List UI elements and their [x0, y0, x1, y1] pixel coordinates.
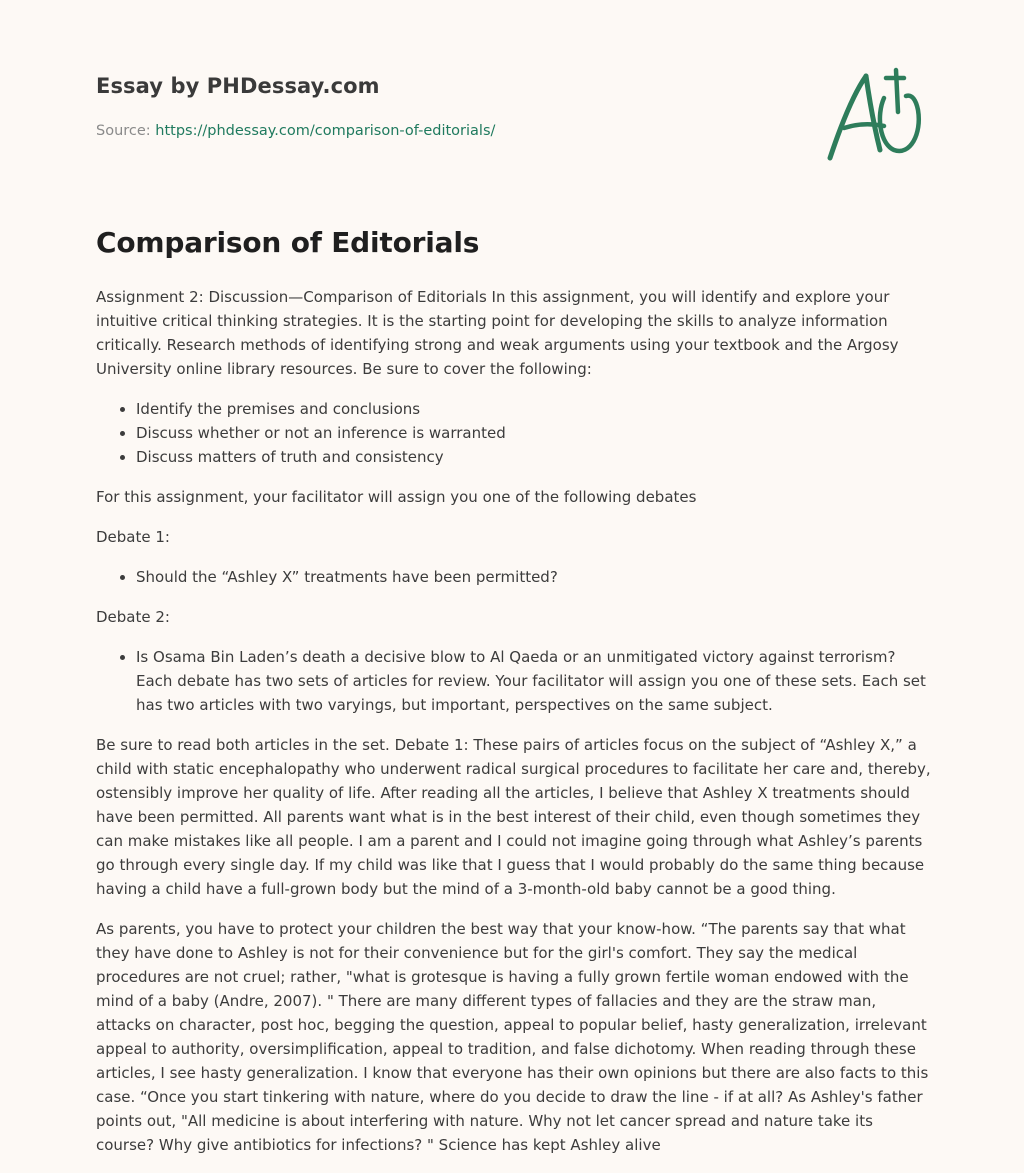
- list-item: • Discuss whether or not an inference is warranted: [136, 421, 932, 445]
- source-line: [96, 123, 495, 139]
- requirements-list: [96, 397, 932, 469]
- body-paragraph: Be sure to read both articles in the set. Debate 1: These pairs of articles focus on the subject of “Ashley X,” a child with static encephalopathy who underwent radical surgical procedures to facilitate her care and, thereby, ostensibly improve her quality of life. After reading all the articles, I believe that Ashley X treatments should have been permitted. All parents want what is in the best interest of their child, even though sometimes they can make mistakes like all people. I am a parent and I could not imagine going through what Ashley’s parents go through every single day. If my child was like that I guess that I would probably do the same thing because having a child have a full-grown body but the mind of a 3-month-old baby cannot be a good thing.: [96, 736, 931, 898]
- debate-1-list: [96, 565, 932, 589]
- source-label: Source:: [96, 123, 156, 139]
- assignment-paragraph: For this assignment, your facilitator will assign you one of the following debates: [96, 488, 697, 506]
- debate-2-list: [96, 645, 932, 717]
- list-item: • Should the “Ashley X” treatments have been permitted?: [136, 565, 932, 589]
- list-item: • Is Osama Bin Laden’s death a decisive blow to Al Qaeda or an unmitigated victory against terrorism? Each debate has two sets of articles for review. Your facilitator will assign you one of these sets. Each set has two articles with two varyings, but important, perspectives on the same subject.: [136, 645, 932, 717]
- intro-paragraph: Assignment 2: Discussion—Comparison of Editorials In this assignment, you will identify and explore your intuitive critical thinking strategies. It is the starting point for developing the skills to analyze information critically. Research methods of identifying strong and weak arguments using your textbook and the Argosy University online library resources. Be sure to cover the following:: [96, 288, 899, 378]
- debate-1-label: Debate 1:: [96, 528, 170, 546]
- essay-title: Comparison of Editorials: [96, 226, 480, 259]
- site-brand: Essay by PHDessay.com: [96, 74, 380, 98]
- debate-2-label: Debate 2:: [96, 608, 170, 626]
- essay-body: [96, 285, 932, 1173]
- source-link[interactable]: https://phdessay.com/comparison-of-editorials/: [155, 123, 496, 139]
- body-paragraph: As parents, you have to protect your children the best way that your know-how. “The parents say that what they have done to Ashley is not for their convenience but for the girl's comfort. They say the medical procedures are not cruel; rather, "what is grotesque is having a fully grown fertile woman endowed with the mind of a baby (Andre, 2007). " There are many different types of fallacies and they are the straw man, attacks on character, post hoc, begging the question, appeal to popular belief, hasty generalization, irrelevant appeal to authority, oversimplification, appeal to tradition, and false dichotomy. When reading through these articles, I see hasty generalization. I know that everyone has their own opinions but there are also facts to this case. “Once you start tinkering with nature, where do you decide to draw the line - if at all? As Ashley's father points out, "All medicine is about interfering with nature. Why not let cancer spread and nature take its course? Why give antibiotics for infections? " Science has kept Ashley alive: [96, 920, 929, 1154]
- list-item: • Identify the premises and conclusions: [136, 397, 932, 421]
- a-plus-logo-icon: [826, 66, 926, 166]
- list-item: • Discuss matters of truth and consistency: [136, 445, 932, 469]
